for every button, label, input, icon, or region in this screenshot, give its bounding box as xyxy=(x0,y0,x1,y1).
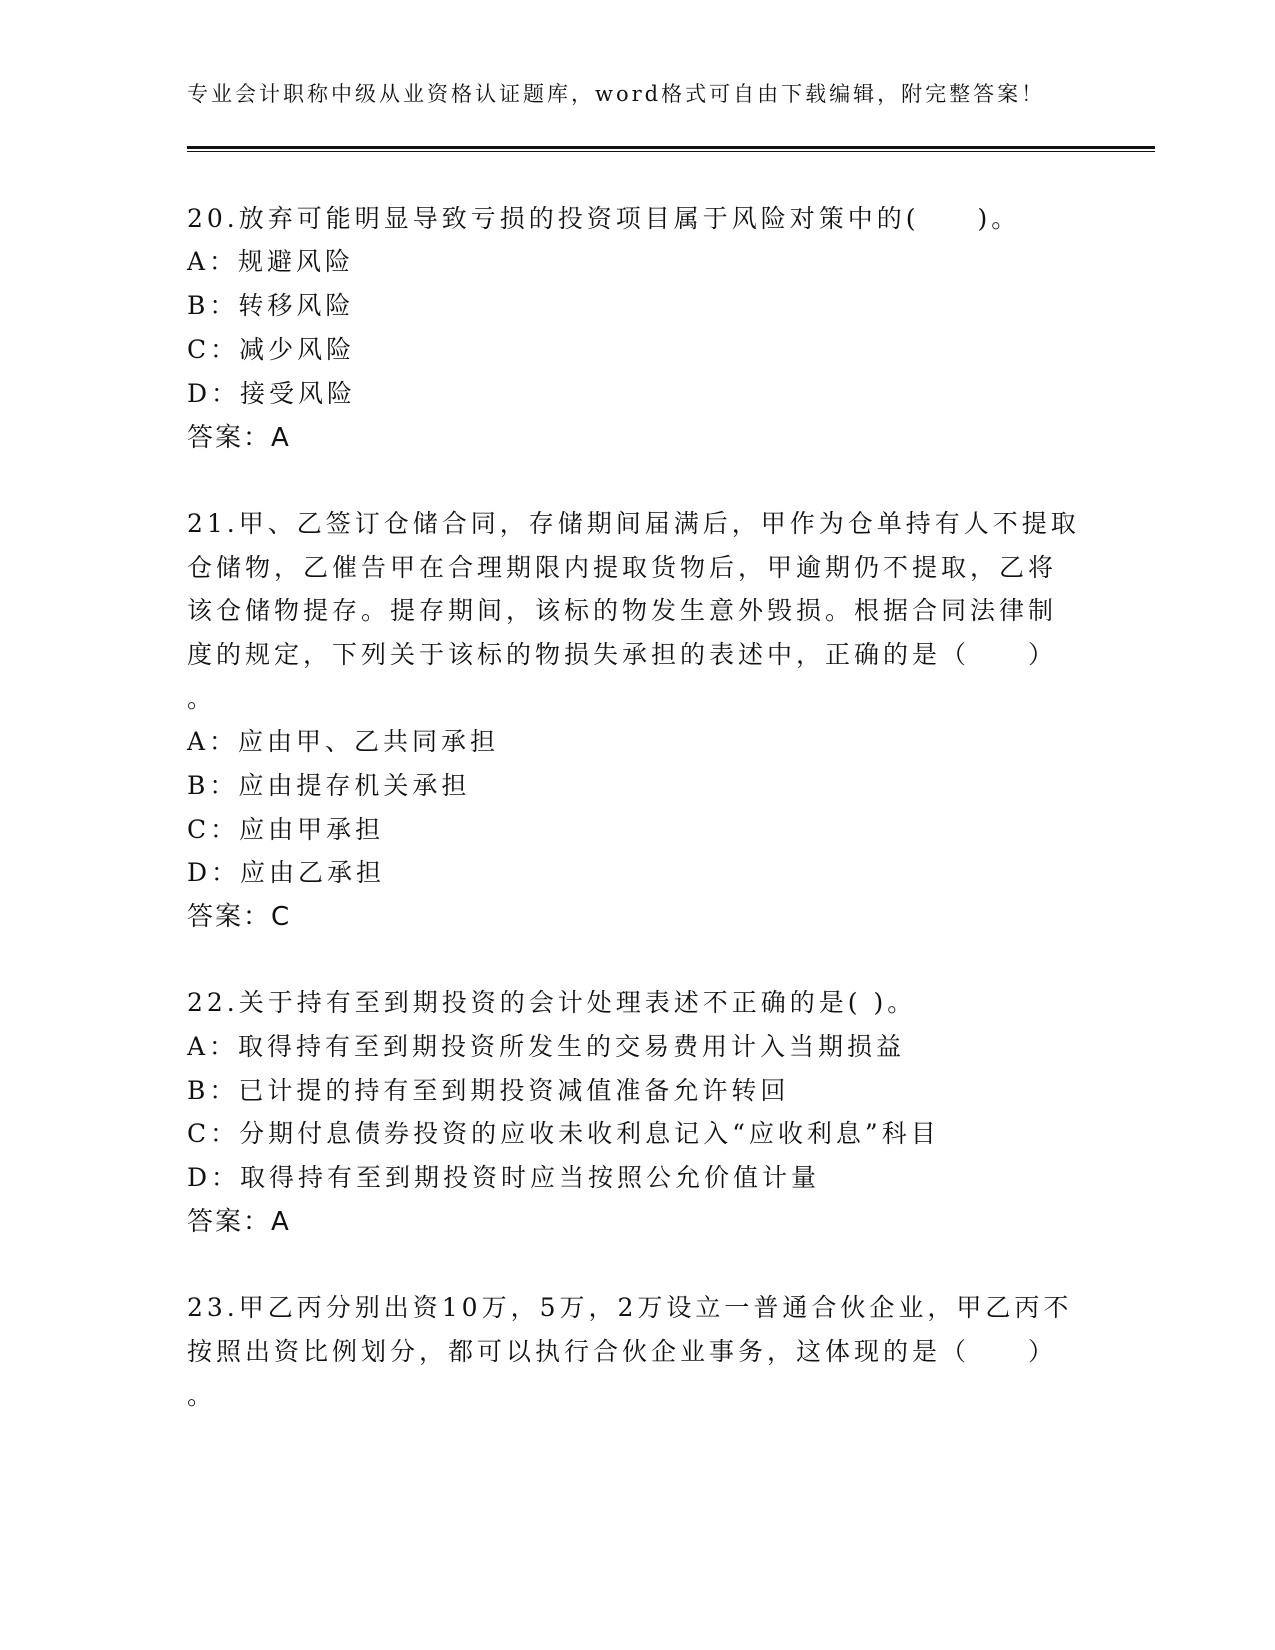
question-21-option-a: A：应由甲、乙共同承担 xyxy=(187,727,500,756)
question-21-option-b: B：应由提存机关承担 xyxy=(187,771,471,800)
question-23-stem-line-1: 23.甲乙丙分别出资10万，5万，2万设立一普通合伙企业，甲乙丙不 xyxy=(187,1293,1073,1322)
question-20-option-b: B：转移风险 xyxy=(187,291,355,320)
question-20-answer: 答案：A xyxy=(187,423,291,453)
question-21-stem-line-5: 。 xyxy=(187,684,217,713)
header-rule-thin xyxy=(187,151,1155,152)
page-header: 专业会计职称中级从业资格认证题库，word格式可自由下载编辑，附完整答案！ xyxy=(187,82,1046,106)
question-20-option-c: C：减少风险 xyxy=(187,335,356,364)
question-22-option-b: B：已计提的持有至到期投资减值准备允许转回 xyxy=(187,1076,790,1105)
question-21-stem-line-3: 该仓储物提存。提存期间，该标的物发生意外毁损。根据合同法律制 xyxy=(187,596,1058,625)
question-23-stem-line-3: 。 xyxy=(187,1381,217,1410)
question-22-stem-line-1: 22.关于持有至到期投资的会计处理表述不正确的是( )。 xyxy=(187,988,917,1017)
question-20-option-a: A：规避风险 xyxy=(187,247,355,276)
question-20-option-d: D：接受风险 xyxy=(187,379,357,408)
question-21-stem-line-2: 仓储物，乙催告甲在合理期限内提取货物后，甲逾期仍不提取，乙将 xyxy=(187,553,1058,582)
question-21-option-d: D：应由乙承担 xyxy=(187,858,386,887)
question-22-answer: 答案：A xyxy=(187,1207,291,1237)
question-20-stem-line-1: 20.放弃可能明显导致亏损的投资项目属于风险对策中的( )。 xyxy=(187,204,1021,233)
question-21-stem-line-4: 度的规定，下列关于该标的物损失承担的表述中，正确的是（ ） xyxy=(187,640,1058,669)
question-21-stem-line-1: 21.甲、乙签订仓储合同，存储期间届满后，甲作为仓单持有人不提取 xyxy=(187,509,1080,538)
question-22-option-a: A：取得持有至到期投资所发生的交易费用计入当期损益 xyxy=(187,1032,906,1061)
question-23-stem-line-2: 按照出资比例划分，都可以执行合伙企业事务，这体现的是（ ） xyxy=(187,1337,1058,1366)
question-21-option-c: C：应由甲承担 xyxy=(187,815,385,844)
header-rule-thick xyxy=(187,146,1155,149)
question-22-option-c: C：分期付息债券投资的应收未收利息记入“应收利息”科目 xyxy=(187,1119,940,1148)
question-21-answer: 答案：C xyxy=(187,902,292,932)
question-22-option-d: D：取得持有至到期投资时应当按照公允价值计量 xyxy=(187,1163,821,1192)
